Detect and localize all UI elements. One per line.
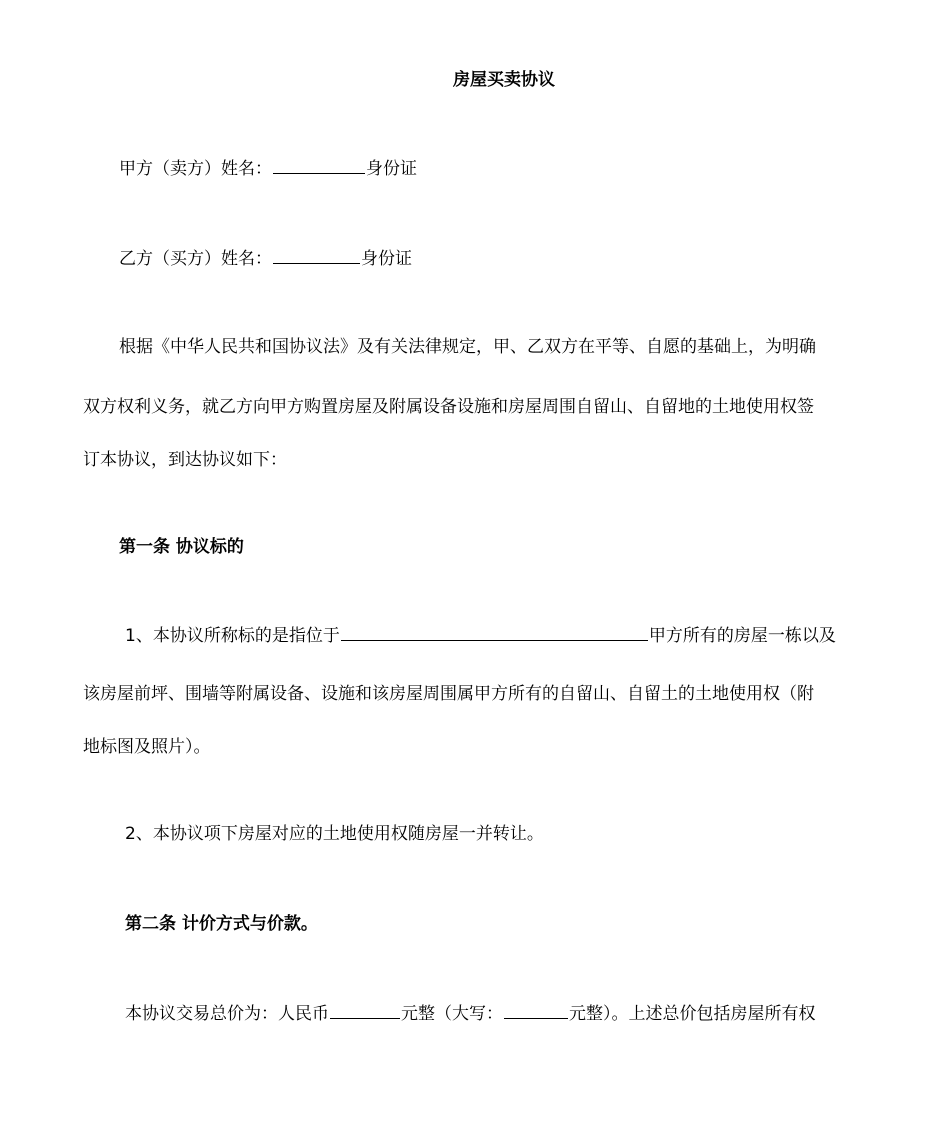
price-amount-blank [330, 1002, 400, 1019]
party-a-prefix: 甲方（卖方）姓名： [119, 159, 272, 179]
preamble-line-1: 根据《中华人民共和国协议法》及有关法律规定，甲、乙双方在平等、自愿的基础上，为明确 [119, 337, 816, 357]
clause-1-prefix: 1、本协议所称标的是指位于 [125, 626, 340, 646]
article-2-heading: 第二条 计价方式与价款。 [125, 914, 318, 934]
party-b-line [119, 247, 412, 270]
party-b-suffix: 身份证 [361, 249, 412, 269]
party-b-prefix: 乙方（买方）姓名： [119, 249, 272, 269]
party-a-name-blank [273, 157, 365, 174]
clause-1-suffix: 甲方所有的房屋一栋以及 [648, 626, 836, 646]
location-blank [341, 624, 648, 641]
price-line [125, 1002, 816, 1025]
article-1-clause-1-line-1 [125, 624, 836, 647]
document-title: 房屋买卖协议 [453, 70, 555, 90]
price-uppercase-blank [504, 1002, 568, 1019]
party-a-suffix: 身份证 [366, 159, 417, 179]
party-b-name-blank [273, 247, 360, 264]
article-1-clause-2: 2、本协议项下房屋对应的土地使用权随房屋一并转让。 [125, 824, 544, 844]
article-1-clause-1-line-3: 地标图及照片）。 [83, 737, 211, 757]
preamble-line-2: 双方权利义务，就乙方向甲方购置房屋及附属设备设施和房屋周围自留山、自留地的土地使用权签 [83, 397, 814, 417]
price-part-3: 元整）。上述总价包括房屋所有权 [569, 1004, 816, 1024]
price-part-1: 本协议交易总价为：人民币 [125, 1004, 329, 1024]
party-a-line [119, 157, 417, 180]
article-1-clause-1-line-2: 该房屋前坪、围墙等附属设备、设施和该房屋周围属甲方所有的自留山、自留土的土地使用权（附 [83, 684, 814, 704]
preamble-line-3: 订本协议，到达协议如下： [83, 450, 287, 470]
article-1-heading: 第一条 协议标的 [119, 537, 244, 557]
price-part-2: 元整（大写： [401, 1004, 503, 1024]
